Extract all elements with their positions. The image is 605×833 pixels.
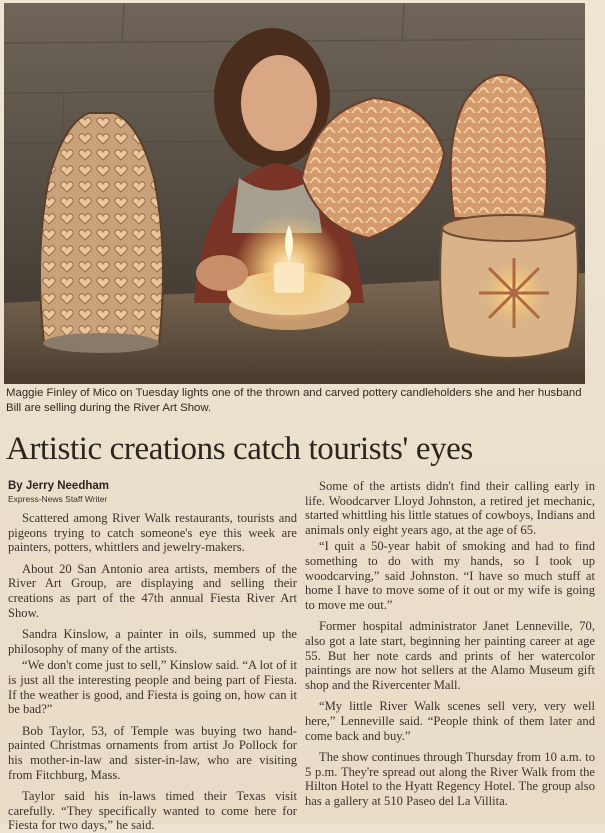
paragraph: About 20 San Antonio area artists, members of the River Art Group, are displaying and selling their creations as part of the 47th annual Fiesta River Art Show. [8,561,297,620]
article-headline: Artistic creations catch tourists' eyes [6,431,473,467]
article-column-right [305,479,595,823]
byline-name: By Jerry Needham [8,480,109,492]
paragraph: Former hospital administrator Janet Lenneville, 70, also got a late start, beginning her painting career at age 55. But her note cards and prints of her watercolor paintings are now hot sellers at the Alamo Museum gift shop and the Rivercenter Mall. [305,619,595,692]
article-column-left [8,511,297,833]
paragraph: “I quit a 50-year habit of smoking and had to find something to do with my hands, so I took up woodcarving,” said Johnston. “I have so much stuff at home I have to move some of it out or my wife is going to move me out.” [305,539,595,612]
paragraph: Taylor said his in-laws timed their Texas visit carefully. “They specifically wanted to come here for Fiesta for two days,” he said. [8,789,297,833]
paragraph: “My little River Walk scenes sell very, very well here,” Lenneville said. “People think of them later and come back and buy.” [305,699,595,743]
byline-affiliation: Express-News Staff Writer [8,494,108,504]
paragraph: Scattered among River Walk restaurants, tourists and pigeons trying to catch someone's eye this week are painters, potters, whittlers and jewelry-makers. [8,511,297,555]
photo-caption: Maggie Finley of Mico on Tuesday lights one of the thrown and carved pottery candleholders she and her husband Bill are selling during the River Art Show. [6,387,582,414]
paragraph: Some of the artists didn't find their calling early in life. Woodcarver Lloyd Johnston, a retired jet mechanic, started whittling his little statues of cowboys, Indians and animals only eight years ago, at the age of 65. [305,479,595,537]
paragraph: “We don't come just to sell,” Kinslow said. “A lot of it is just all the interesting people and being part of Fiesta. If the weather is good, and Fiesta is going on, how can it be bad?” [8,658,297,717]
news-photo [4,3,585,384]
paragraph: Bob Taylor, 53, of Temple was buying two hand-painted Christmas ornaments from artist Jo Pollock for his mother-in-law and sister-in-law, who are visiting from Fitchburg, Mass. [8,723,297,782]
pottery-candleholder-photo [4,3,585,384]
paragraph: The show continues through Thursday from 10 a.m. to 5 p.m. They're spread out along the River Walk from the Hilton Hotel to the Hyatt Regency Hotel. The group also has a gallery at 510 Paseo del La Villita. [305,750,595,808]
paragraph: Sandra Kinslow, a painter in oils, summed up the philosophy of many of the artists. [8,627,297,656]
